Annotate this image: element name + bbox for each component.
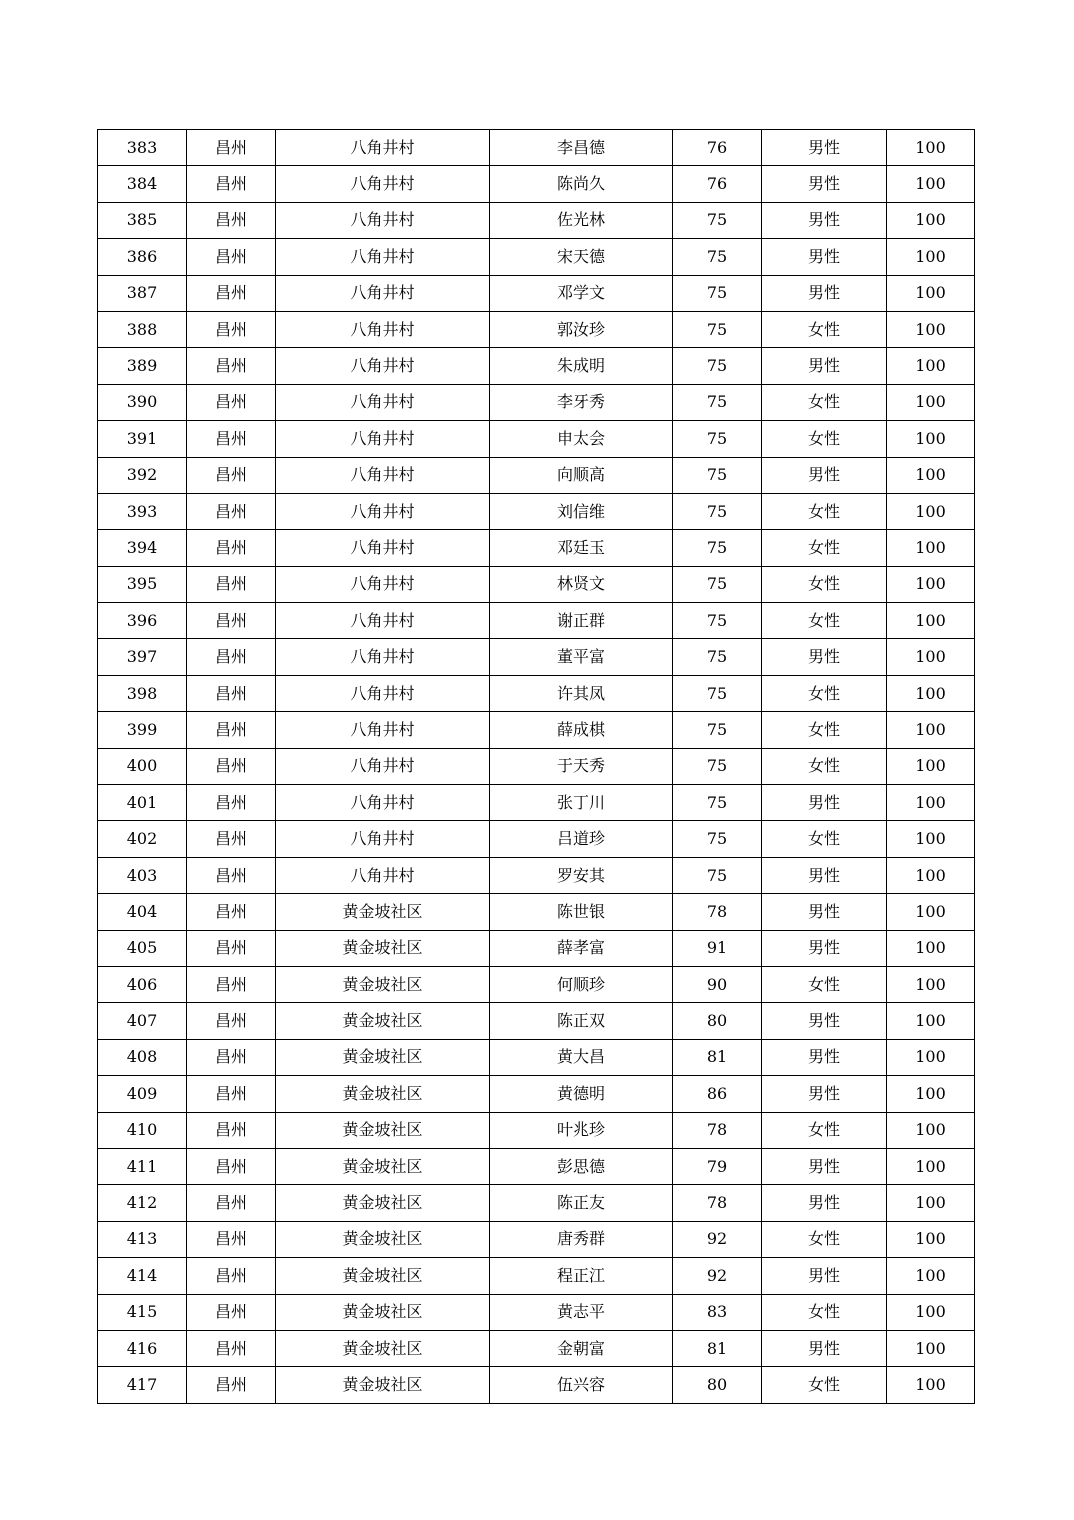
name-cell: 李牙秀 xyxy=(490,384,673,420)
row-number-cell: 392 xyxy=(98,457,187,493)
region-cell: 昌州 xyxy=(187,966,276,1002)
age-cell: 75 xyxy=(673,857,762,893)
name-cell: 黄大昌 xyxy=(490,1039,673,1075)
gender-cell: 女性 xyxy=(762,384,887,420)
village-cell: 八角井村 xyxy=(276,785,490,821)
table-row xyxy=(98,275,975,311)
gender-cell: 男性 xyxy=(762,239,887,275)
amount-cell: 100 xyxy=(887,712,975,748)
row-number-cell: 397 xyxy=(98,639,187,675)
row-number-cell: 395 xyxy=(98,566,187,602)
village-cell: 八角井村 xyxy=(276,603,490,639)
village-cell: 八角井村 xyxy=(276,348,490,384)
table-row xyxy=(98,1367,975,1403)
name-cell: 宋天德 xyxy=(490,239,673,275)
name-cell: 彭思德 xyxy=(490,1148,673,1184)
amount-cell: 100 xyxy=(887,1112,975,1148)
row-number-cell: 399 xyxy=(98,712,187,748)
amount-cell: 100 xyxy=(887,1330,975,1366)
gender-cell: 男性 xyxy=(762,1185,887,1221)
village-cell: 八角井村 xyxy=(276,530,490,566)
age-cell: 92 xyxy=(673,1221,762,1257)
row-number-cell: 398 xyxy=(98,675,187,711)
age-cell: 80 xyxy=(673,1367,762,1403)
village-cell: 黄金坡社区 xyxy=(276,1148,490,1184)
name-cell: 黄德明 xyxy=(490,1076,673,1112)
row-number-cell: 390 xyxy=(98,384,187,420)
region-cell: 昌州 xyxy=(187,1039,276,1075)
name-cell: 何顺珍 xyxy=(490,966,673,1002)
village-cell: 八角井村 xyxy=(276,566,490,602)
amount-cell: 100 xyxy=(887,748,975,784)
age-cell: 76 xyxy=(673,166,762,202)
row-number-cell: 385 xyxy=(98,202,187,238)
region-cell: 昌州 xyxy=(187,530,276,566)
region-cell: 昌州 xyxy=(187,1185,276,1221)
amount-cell: 100 xyxy=(887,675,975,711)
row-number-cell: 413 xyxy=(98,1221,187,1257)
age-cell: 86 xyxy=(673,1076,762,1112)
gender-cell: 女性 xyxy=(762,1221,887,1257)
row-number-cell: 383 xyxy=(98,130,187,166)
village-cell: 黄金坡社区 xyxy=(276,1221,490,1257)
table-row xyxy=(98,493,975,529)
age-cell: 75 xyxy=(673,384,762,420)
table-row xyxy=(98,1294,975,1330)
village-cell: 八角井村 xyxy=(276,239,490,275)
age-cell: 75 xyxy=(673,530,762,566)
name-cell: 黄志平 xyxy=(490,1294,673,1330)
age-cell: 75 xyxy=(673,785,762,821)
region-cell: 昌州 xyxy=(187,1294,276,1330)
amount-cell: 100 xyxy=(887,1148,975,1184)
gender-cell: 男性 xyxy=(762,348,887,384)
region-cell: 昌州 xyxy=(187,1221,276,1257)
table-row xyxy=(98,821,975,857)
age-cell: 92 xyxy=(673,1258,762,1294)
village-cell: 八角井村 xyxy=(276,275,490,311)
gender-cell: 女性 xyxy=(762,821,887,857)
amount-cell: 100 xyxy=(887,1076,975,1112)
name-cell: 伍兴容 xyxy=(490,1367,673,1403)
region-cell: 昌州 xyxy=(187,348,276,384)
gender-cell: 女性 xyxy=(762,748,887,784)
gender-cell: 男性 xyxy=(762,1003,887,1039)
row-number-cell: 404 xyxy=(98,894,187,930)
village-cell: 黄金坡社区 xyxy=(276,1258,490,1294)
row-number-cell: 391 xyxy=(98,421,187,457)
gender-cell: 男性 xyxy=(762,166,887,202)
table-row xyxy=(98,566,975,602)
amount-cell: 100 xyxy=(887,1258,975,1294)
region-cell: 昌州 xyxy=(187,1076,276,1112)
age-cell: 75 xyxy=(673,712,762,748)
name-cell: 佐光林 xyxy=(490,202,673,238)
amount-cell: 100 xyxy=(887,275,975,311)
gender-cell: 男性 xyxy=(762,202,887,238)
amount-cell: 100 xyxy=(887,166,975,202)
name-cell: 薛成棋 xyxy=(490,712,673,748)
table-row xyxy=(98,894,975,930)
village-cell: 黄金坡社区 xyxy=(276,1112,490,1148)
row-number-cell: 396 xyxy=(98,603,187,639)
table-row xyxy=(98,966,975,1002)
region-cell: 昌州 xyxy=(187,1330,276,1366)
region-cell: 昌州 xyxy=(187,1003,276,1039)
gender-cell: 男性 xyxy=(762,930,887,966)
gender-cell: 女性 xyxy=(762,311,887,347)
row-number-cell: 400 xyxy=(98,748,187,784)
table-row xyxy=(98,239,975,275)
village-cell: 黄金坡社区 xyxy=(276,1076,490,1112)
village-cell: 黄金坡社区 xyxy=(276,930,490,966)
region-cell: 昌州 xyxy=(187,1367,276,1403)
row-number-cell: 388 xyxy=(98,311,187,347)
region-cell: 昌州 xyxy=(187,311,276,347)
amount-cell: 100 xyxy=(887,384,975,420)
amount-cell: 100 xyxy=(887,311,975,347)
row-number-cell: 416 xyxy=(98,1330,187,1366)
gender-cell: 女性 xyxy=(762,1294,887,1330)
table-row xyxy=(98,748,975,784)
name-cell: 邓学文 xyxy=(490,275,673,311)
amount-cell: 100 xyxy=(887,1367,975,1403)
age-cell: 75 xyxy=(673,348,762,384)
table-row xyxy=(98,1330,975,1366)
row-number-cell: 409 xyxy=(98,1076,187,1112)
village-cell: 八角井村 xyxy=(276,493,490,529)
name-cell: 李昌德 xyxy=(490,130,673,166)
amount-cell: 100 xyxy=(887,457,975,493)
amount-cell: 100 xyxy=(887,1185,975,1221)
table-row xyxy=(98,857,975,893)
row-number-cell: 405 xyxy=(98,930,187,966)
row-number-cell: 403 xyxy=(98,857,187,893)
village-cell: 八角井村 xyxy=(276,202,490,238)
table-row xyxy=(98,603,975,639)
gender-cell: 女性 xyxy=(762,493,887,529)
region-cell: 昌州 xyxy=(187,821,276,857)
amount-cell: 100 xyxy=(887,857,975,893)
region-cell: 昌州 xyxy=(187,894,276,930)
table-row xyxy=(98,348,975,384)
village-cell: 八角井村 xyxy=(276,821,490,857)
name-cell: 朱成明 xyxy=(490,348,673,384)
name-cell: 叶兆珍 xyxy=(490,1112,673,1148)
table-row xyxy=(98,130,975,166)
amount-cell: 100 xyxy=(887,239,975,275)
region-cell: 昌州 xyxy=(187,857,276,893)
name-cell: 罗安其 xyxy=(490,857,673,893)
name-cell: 陈正双 xyxy=(490,1003,673,1039)
village-cell: 黄金坡社区 xyxy=(276,1330,490,1366)
village-cell: 八角井村 xyxy=(276,712,490,748)
table-row xyxy=(98,930,975,966)
region-cell: 昌州 xyxy=(187,166,276,202)
row-number-cell: 415 xyxy=(98,1294,187,1330)
region-cell: 昌州 xyxy=(187,712,276,748)
gender-cell: 女性 xyxy=(762,712,887,748)
row-number-cell: 417 xyxy=(98,1367,187,1403)
name-cell: 张丁川 xyxy=(490,785,673,821)
region-cell: 昌州 xyxy=(187,275,276,311)
region-cell: 昌州 xyxy=(187,202,276,238)
row-number-cell: 407 xyxy=(98,1003,187,1039)
age-cell: 81 xyxy=(673,1330,762,1366)
region-cell: 昌州 xyxy=(187,1258,276,1294)
table-row xyxy=(98,712,975,748)
village-cell: 八角井村 xyxy=(276,457,490,493)
age-cell: 75 xyxy=(673,821,762,857)
name-cell: 刘信维 xyxy=(490,493,673,529)
table-row xyxy=(98,1221,975,1257)
table-row xyxy=(98,311,975,347)
amount-cell: 100 xyxy=(887,530,975,566)
name-cell: 于天秀 xyxy=(490,748,673,784)
age-cell: 75 xyxy=(673,202,762,238)
table-row xyxy=(98,785,975,821)
name-cell: 向顺高 xyxy=(490,457,673,493)
row-number-cell: 393 xyxy=(98,493,187,529)
gender-cell: 女性 xyxy=(762,530,887,566)
age-cell: 75 xyxy=(673,275,762,311)
region-cell: 昌州 xyxy=(187,930,276,966)
gender-cell: 女性 xyxy=(762,603,887,639)
village-cell: 黄金坡社区 xyxy=(276,894,490,930)
age-cell: 83 xyxy=(673,1294,762,1330)
gender-cell: 男性 xyxy=(762,1148,887,1184)
row-number-cell: 410 xyxy=(98,1112,187,1148)
gender-cell: 女性 xyxy=(762,1112,887,1148)
village-cell: 八角井村 xyxy=(276,857,490,893)
gender-cell: 女性 xyxy=(762,675,887,711)
region-cell: 昌州 xyxy=(187,493,276,529)
region-cell: 昌州 xyxy=(187,785,276,821)
name-cell: 董平富 xyxy=(490,639,673,675)
name-cell: 陈正友 xyxy=(490,1185,673,1221)
gender-cell: 女性 xyxy=(762,421,887,457)
village-cell: 黄金坡社区 xyxy=(276,1294,490,1330)
age-cell: 78 xyxy=(673,894,762,930)
age-cell: 75 xyxy=(673,639,762,675)
gender-cell: 女性 xyxy=(762,1367,887,1403)
table-row xyxy=(98,530,975,566)
age-cell: 75 xyxy=(673,457,762,493)
name-cell: 谢正群 xyxy=(490,603,673,639)
age-cell: 78 xyxy=(673,1112,762,1148)
row-number-cell: 401 xyxy=(98,785,187,821)
amount-cell: 100 xyxy=(887,821,975,857)
row-number-cell: 406 xyxy=(98,966,187,1002)
region-cell: 昌州 xyxy=(187,239,276,275)
row-number-cell: 402 xyxy=(98,821,187,857)
region-cell: 昌州 xyxy=(187,566,276,602)
amount-cell: 100 xyxy=(887,785,975,821)
age-cell: 75 xyxy=(673,421,762,457)
name-cell: 郭汝珍 xyxy=(490,311,673,347)
name-cell: 陈尚久 xyxy=(490,166,673,202)
amount-cell: 100 xyxy=(887,566,975,602)
village-cell: 黄金坡社区 xyxy=(276,1039,490,1075)
age-cell: 75 xyxy=(673,603,762,639)
gender-cell: 男性 xyxy=(762,1330,887,1366)
region-cell: 昌州 xyxy=(187,639,276,675)
row-number-cell: 384 xyxy=(98,166,187,202)
age-cell: 75 xyxy=(673,748,762,784)
table-row xyxy=(98,1112,975,1148)
region-cell: 昌州 xyxy=(187,457,276,493)
amount-cell: 100 xyxy=(887,603,975,639)
region-cell: 昌州 xyxy=(187,421,276,457)
gender-cell: 男性 xyxy=(762,639,887,675)
region-cell: 昌州 xyxy=(187,675,276,711)
table-row xyxy=(98,1148,975,1184)
village-cell: 八角井村 xyxy=(276,675,490,711)
row-number-cell: 386 xyxy=(98,239,187,275)
name-cell: 林贤文 xyxy=(490,566,673,602)
records-table xyxy=(97,129,975,1404)
amount-cell: 100 xyxy=(887,493,975,529)
age-cell: 81 xyxy=(673,1039,762,1075)
village-cell: 八角井村 xyxy=(276,166,490,202)
table-row xyxy=(98,1258,975,1294)
row-number-cell: 411 xyxy=(98,1148,187,1184)
village-cell: 八角井村 xyxy=(276,421,490,457)
village-cell: 八角井村 xyxy=(276,748,490,784)
table-row xyxy=(98,421,975,457)
region-cell: 昌州 xyxy=(187,603,276,639)
village-cell: 黄金坡社区 xyxy=(276,1185,490,1221)
amount-cell: 100 xyxy=(887,930,975,966)
amount-cell: 100 xyxy=(887,894,975,930)
name-cell: 唐秀群 xyxy=(490,1221,673,1257)
row-number-cell: 389 xyxy=(98,348,187,384)
row-number-cell: 394 xyxy=(98,530,187,566)
age-cell: 79 xyxy=(673,1148,762,1184)
gender-cell: 男性 xyxy=(762,457,887,493)
gender-cell: 男性 xyxy=(762,1039,887,1075)
village-cell: 黄金坡社区 xyxy=(276,1003,490,1039)
table-row xyxy=(98,457,975,493)
table-row xyxy=(98,1039,975,1075)
age-cell: 75 xyxy=(673,675,762,711)
age-cell: 78 xyxy=(673,1185,762,1221)
table-row xyxy=(98,1185,975,1221)
region-cell: 昌州 xyxy=(187,384,276,420)
name-cell: 程正江 xyxy=(490,1258,673,1294)
village-cell: 黄金坡社区 xyxy=(276,1367,490,1403)
gender-cell: 男性 xyxy=(762,275,887,311)
village-cell: 黄金坡社区 xyxy=(276,966,490,1002)
gender-cell: 女性 xyxy=(762,566,887,602)
records-table-body xyxy=(98,130,975,1404)
age-cell: 75 xyxy=(673,566,762,602)
age-cell: 75 xyxy=(673,493,762,529)
region-cell: 昌州 xyxy=(187,130,276,166)
table-row xyxy=(98,1076,975,1112)
name-cell: 金朝富 xyxy=(490,1330,673,1366)
amount-cell: 100 xyxy=(887,1003,975,1039)
row-number-cell: 408 xyxy=(98,1039,187,1075)
table-row xyxy=(98,202,975,238)
amount-cell: 100 xyxy=(887,1294,975,1330)
name-cell: 吕道珍 xyxy=(490,821,673,857)
amount-cell: 100 xyxy=(887,1221,975,1257)
row-number-cell: 414 xyxy=(98,1258,187,1294)
table-row xyxy=(98,1003,975,1039)
name-cell: 申太会 xyxy=(490,421,673,457)
region-cell: 昌州 xyxy=(187,1148,276,1184)
age-cell: 75 xyxy=(673,311,762,347)
name-cell: 邓廷玉 xyxy=(490,530,673,566)
table-row xyxy=(98,384,975,420)
amount-cell: 100 xyxy=(887,1039,975,1075)
age-cell: 91 xyxy=(673,930,762,966)
gender-cell: 男性 xyxy=(762,130,887,166)
table-row xyxy=(98,639,975,675)
amount-cell: 100 xyxy=(887,639,975,675)
table-row xyxy=(98,166,975,202)
gender-cell: 男性 xyxy=(762,1076,887,1112)
name-cell: 薛孝富 xyxy=(490,930,673,966)
amount-cell: 100 xyxy=(887,966,975,1002)
village-cell: 八角井村 xyxy=(276,130,490,166)
region-cell: 昌州 xyxy=(187,748,276,784)
gender-cell: 男性 xyxy=(762,857,887,893)
region-cell: 昌州 xyxy=(187,1112,276,1148)
gender-cell: 男性 xyxy=(762,894,887,930)
data-sheet xyxy=(97,129,974,1404)
table-row xyxy=(98,675,975,711)
village-cell: 八角井村 xyxy=(276,384,490,420)
name-cell: 许其凤 xyxy=(490,675,673,711)
amount-cell: 100 xyxy=(887,421,975,457)
name-cell: 陈世银 xyxy=(490,894,673,930)
age-cell: 80 xyxy=(673,1003,762,1039)
village-cell: 八角井村 xyxy=(276,639,490,675)
gender-cell: 男性 xyxy=(762,1258,887,1294)
amount-cell: 100 xyxy=(887,202,975,238)
age-cell: 75 xyxy=(673,239,762,275)
amount-cell: 100 xyxy=(887,348,975,384)
age-cell: 90 xyxy=(673,966,762,1002)
gender-cell: 女性 xyxy=(762,966,887,1002)
row-number-cell: 387 xyxy=(98,275,187,311)
age-cell: 76 xyxy=(673,130,762,166)
amount-cell: 100 xyxy=(887,130,975,166)
gender-cell: 男性 xyxy=(762,785,887,821)
row-number-cell: 412 xyxy=(98,1185,187,1221)
village-cell: 八角井村 xyxy=(276,311,490,347)
